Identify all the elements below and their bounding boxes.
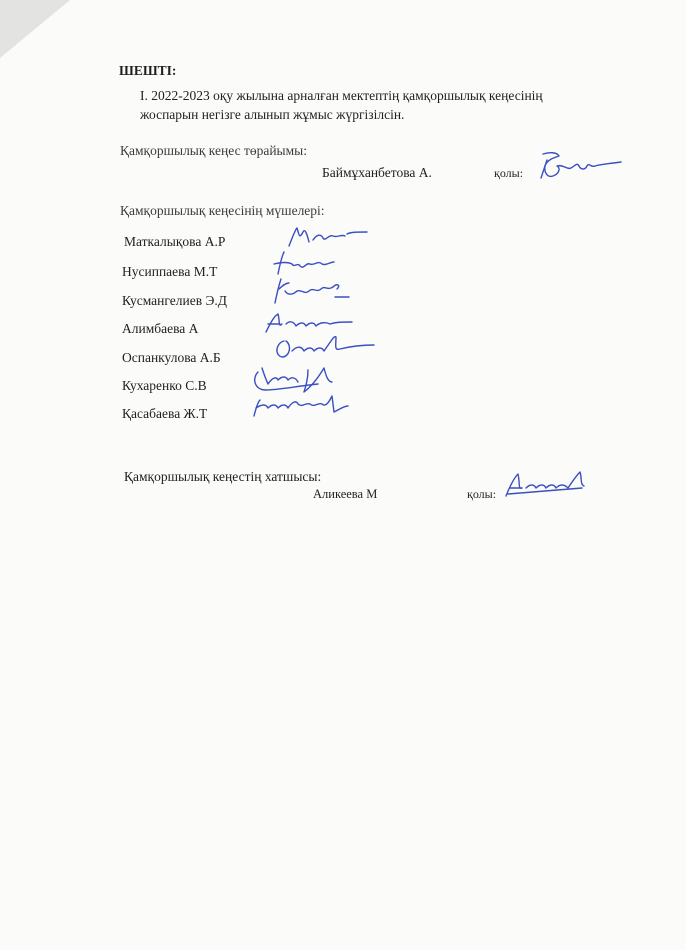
secretary-name: Аликеева М xyxy=(313,487,378,501)
member-name-5: Оспанкулова А.Б xyxy=(122,350,221,365)
member-name-2: Нусиппаева М.Т xyxy=(122,264,218,279)
member-signature-3 xyxy=(265,275,355,307)
member-name-6: Кухаренко С.В xyxy=(122,378,207,393)
member-signature-7 xyxy=(248,392,358,422)
member-name-3: Кусмангелиев Э.Д xyxy=(122,293,227,308)
chair-signature xyxy=(535,148,625,184)
member-signature-2 xyxy=(270,248,360,278)
folded-corner xyxy=(0,0,70,58)
resolution-line-2: жоспарын негізге алынып жұмыс жүргізілсін. xyxy=(140,107,405,122)
members-label: Қамқоршылық кеңесінің мүшелері: xyxy=(120,203,325,218)
member-signature-5 xyxy=(270,331,380,363)
member-name-1: Маткалықова А.Р xyxy=(124,234,226,249)
member-name-4: Алимбаева А xyxy=(122,321,199,336)
secretary-sign-label: қолы: xyxy=(467,487,497,501)
chair-label: Қамқоршылық кеңес төрайымы: xyxy=(120,143,307,158)
resolution-line-1: І. 2022-2023 оқу жылына арналған мектептің қамқоршылық кеңесінің xyxy=(140,88,543,103)
member-name-7: Қасабаева Ж.Т xyxy=(122,406,208,421)
chair-name: Баймұханбетова А. xyxy=(322,165,432,180)
secretary-signature xyxy=(500,468,590,502)
member-signature-6 xyxy=(248,362,348,396)
secretary-label: Қамқоршылық кеңестің хатшысы: xyxy=(124,469,322,484)
chair-sign-label: қолы: xyxy=(494,166,524,180)
decision-heading: ШЕШТІ: xyxy=(119,63,177,78)
